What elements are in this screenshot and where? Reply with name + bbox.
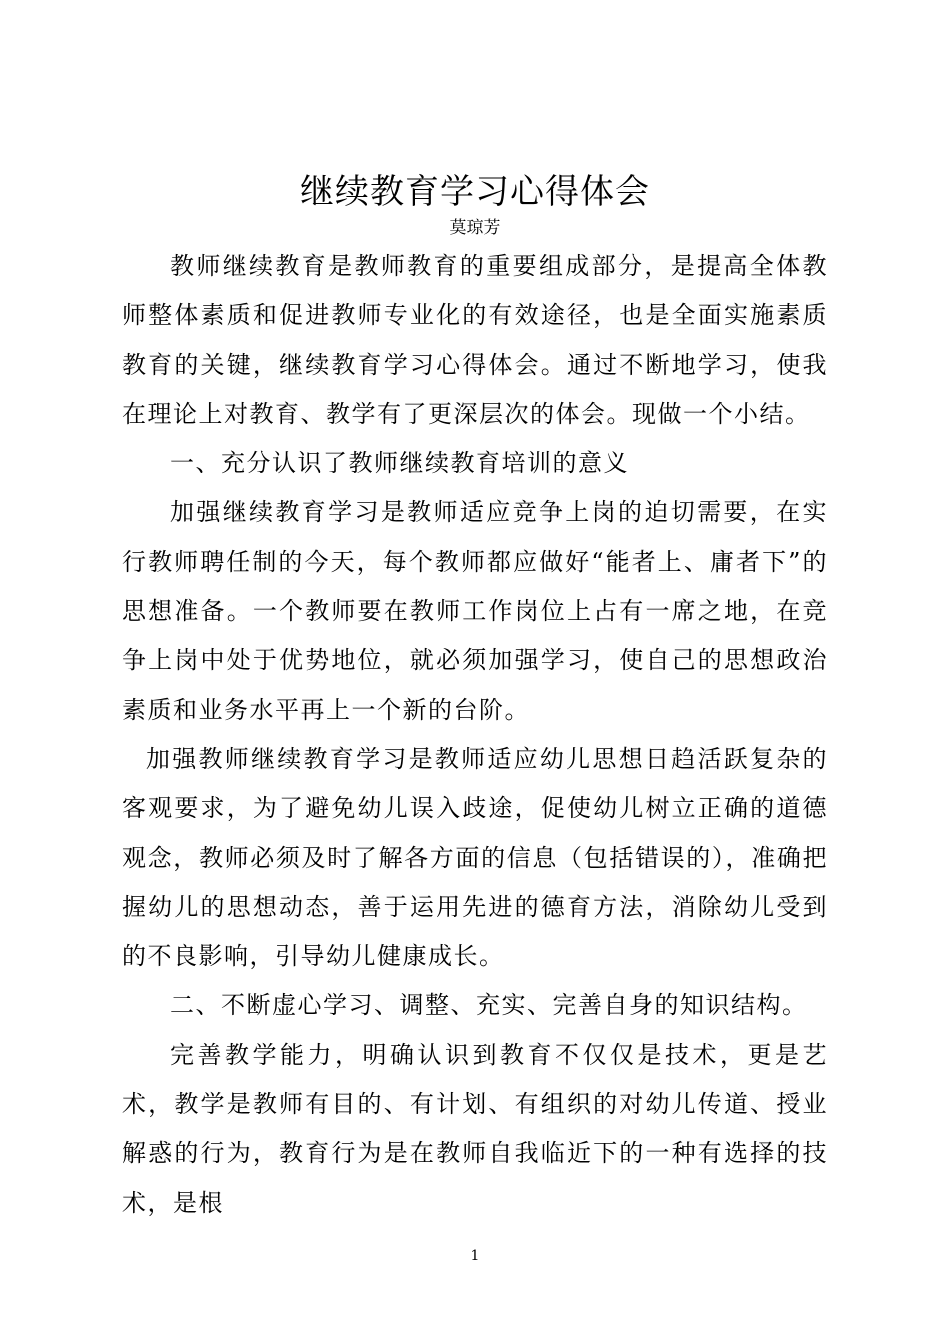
paragraph-competition: 加强继续教育学习是教师适应竞争上岗的迫切需要，在实行教师聘任制的今天，每个教师都应做好“能者上、庸者下”的思想准备。一个教师要在教师工作岗位上占有一席之地，在竞争上岗中处于优势地位，就必须加强学习，使自己的思想政治素质和业务水平再上一个新的台阶。: [122, 498, 828, 724]
section-heading-1: 一、充分认识了教师继续教育培训的意义: [170, 449, 629, 478]
document-author: 莫琼芳: [449, 218, 501, 238]
paragraph-intro: 教师继续教育是教师教育的重要组成部分，是提高全体教师整体素质和促进教师专业化的有效途径，也是全面实施素质教育的关键，继续教育学习心得体会。通过不断地学习，使我在理论上对教育、教学有了更深层次的体会。现做一个小结。: [122, 252, 828, 428]
paragraph-child-development: 加强教师继续教育学习是教师适应幼儿思想日趋活跃复杂的客观要求，为了避免幼儿误入歧途，促使幼儿树立正确的道德观念，教师必须及时了解各方面的信息（包括错误的），准确把握幼儿的思想动态，善于运用先进的德育方法，消除幼儿受到的不良影响，引导幼儿健康成长。: [122, 744, 828, 971]
section-heading-2: 二、不断虚心学习、调整、充实、完善自身的知识结构。: [170, 991, 808, 1020]
document-title: 继续教育学习心得体会: [300, 172, 650, 212]
document-body: [122, 242, 828, 1228]
page-number: 1: [470, 1248, 480, 1264]
paragraph-teaching-ability: 完善教学能力，明确认识到教育不仅仅是技术，更是艺术，教学是教师有目的、有计划、有组织的对幼儿传道、授业解惑的行为，教育行为是在教师自我临近下的一种有选择的技术，是根: [122, 1040, 828, 1217]
